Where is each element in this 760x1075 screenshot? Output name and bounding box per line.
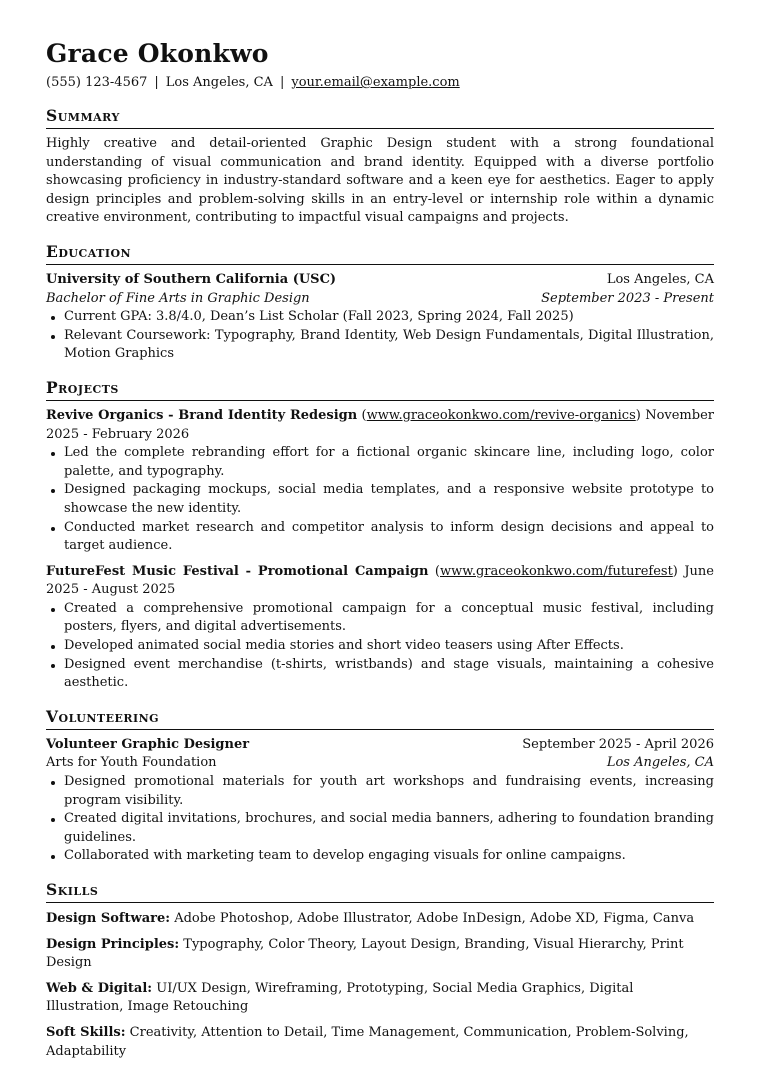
list-item: Created digital invitations, brochures, and social media banners, adhering to foundation branding guidelines. bbox=[46, 810, 714, 847]
skill-value: Typography, Color Theory, Layout Design, Branding, Visual Hierarchy, Print Design bbox=[46, 936, 684, 971]
volunteering-org-row bbox=[46, 754, 714, 773]
education-degree-row bbox=[46, 290, 714, 309]
skill-label: Web & Digital: bbox=[46, 980, 153, 996]
project-bullets bbox=[46, 444, 714, 556]
project-name: FutureFest Music Festival - Promotional Campaign bbox=[46, 563, 429, 579]
degree: Bachelor of Fine Arts in Graphic Design bbox=[46, 290, 310, 306]
project-link[interactable]: www.graceokonkwo.com/futurefest bbox=[440, 563, 673, 579]
separator: | bbox=[154, 75, 159, 90]
summary-text: Highly creative and detail-oriented Graphic Design student with a strong foundational understanding of visual communication and brand identity. Equipped with a diverse portfolio showcasing proficiency in industry-standard software and a keen eye for aesthetics. Eager to apply design principles and problem-solving skills in an entry-level or internship role within a dynamic creative environment, contributing to impactful visual campaigns and projects. bbox=[46, 136, 714, 226]
list-item: Conducted market research and competitor analysis to inform design decisions and appeal to target audience. bbox=[46, 519, 714, 556]
project-dates: November 2025 - February 2026 bbox=[46, 407, 714, 442]
skill-label: Design Software: bbox=[46, 911, 171, 926]
project-entry bbox=[46, 407, 714, 556]
volunteering-entry bbox=[46, 736, 714, 866]
list-item: Relevant Coursework: Typography, Brand Identity, Web Design Fundamentals, Digital Illustration, Motion Graphics bbox=[46, 327, 714, 364]
skill-label: Design Principles: bbox=[46, 936, 180, 952]
project-name: Revive Organics - Brand Identity Redesign bbox=[46, 407, 358, 423]
list-item: Designed event merchandise (t-shirts, wristbands) and stage visuals, maintaining a cohesive aesthetic. bbox=[46, 656, 714, 693]
skill-value: Adobe Photoshop, Adobe Illustrator, Adobe InDesign, Adobe XD, Figma, Canva bbox=[174, 911, 695, 926]
volunteer-role: Volunteer Graphic Designer bbox=[46, 736, 250, 752]
skill-value: UI/UX Design, Wireframing, Prototyping, Social Media Graphics, Digital Illustration, Image Retouching bbox=[46, 980, 634, 1015]
project-link[interactable]: www.graceokonkwo.com/revive-organics bbox=[366, 407, 636, 423]
skill-row bbox=[46, 980, 714, 1017]
skill-row bbox=[46, 936, 714, 973]
project-header: Revive Organics - Brand Identity Redesign (www.graceokonkwo.com/revive-organics) November 2025 - February 2026 bbox=[46, 407, 714, 442]
project-entry bbox=[46, 563, 714, 693]
list-item: Current GPA: 3.8/4.0, Dean’s List Scholar (Fall 2023, Spring 2024, Fall 2025) bbox=[46, 308, 714, 327]
project-bullets bbox=[46, 600, 714, 693]
list-item: Designed promotional materials for youth art workshops and fundraising events, increasing program visibility. bbox=[46, 773, 714, 810]
education-dates: September 2023 - Present bbox=[541, 290, 714, 306]
volunteering-bullets bbox=[46, 773, 714, 866]
education-entry bbox=[46, 271, 714, 364]
project-dates: June 2025 - August 2025 bbox=[46, 563, 714, 598]
contact-line bbox=[46, 74, 714, 92]
skill-row bbox=[46, 1024, 714, 1061]
volunteering-header-row bbox=[46, 736, 714, 755]
skill-row bbox=[46, 910, 714, 929]
school-name: University of Southern California (USC) bbox=[46, 271, 337, 287]
section-title-projects: Projects bbox=[46, 378, 714, 401]
section-title-summary: Summary bbox=[46, 106, 714, 129]
skill-label: Soft Skills: bbox=[46, 1024, 126, 1040]
section-title-volunteering: Volunteering bbox=[46, 707, 714, 730]
school-location: Los Angeles, CA bbox=[606, 271, 714, 287]
list-item: Created a comprehensive promotional campaign for a conceptual music festival, including posters, flyers, and digital advertisements. bbox=[46, 600, 714, 637]
education-bullets bbox=[46, 308, 714, 364]
email-link[interactable]: your.email@example.com bbox=[291, 75, 460, 90]
candidate-name: Grace Okonkwo bbox=[46, 39, 269, 68]
separator: | bbox=[279, 75, 285, 90]
volunteer-dates: September 2025 - April 2026 bbox=[522, 736, 714, 752]
list-item: Developed animated social media stories and short video teasers using After Effects. bbox=[46, 637, 714, 656]
list-item: Collaborated with marketing team to develop engaging visuals for online campaigns. bbox=[46, 847, 714, 866]
list-item: Designed packaging mockups, social media templates, and a responsive website prototype to showcase the new identity. bbox=[46, 481, 714, 518]
project-header: FutureFest Music Festival - Promotional Campaign (www.graceokonkwo.com/futurefest) June 2025 - August 2025 bbox=[46, 563, 714, 598]
education-header-row bbox=[46, 271, 714, 290]
list-item: Led the complete rebranding effort for a fictional organic skincare line, including logo, color palette, and typography. bbox=[46, 444, 714, 481]
skill-value: Creativity, Attention to Detail, Time Management, Communication, Problem-Solving, Adaptability bbox=[46, 1024, 689, 1059]
section-title-education: Education bbox=[46, 242, 714, 265]
volunteer-org: Arts for Youth Foundation bbox=[46, 755, 217, 771]
section-title-skills: Skills bbox=[46, 880, 714, 903]
phone-number: (555) 123-4567 bbox=[46, 75, 148, 90]
volunteer-location: Los Angeles, CA bbox=[606, 755, 714, 771]
location: Los Angeles, CA bbox=[165, 75, 273, 90]
